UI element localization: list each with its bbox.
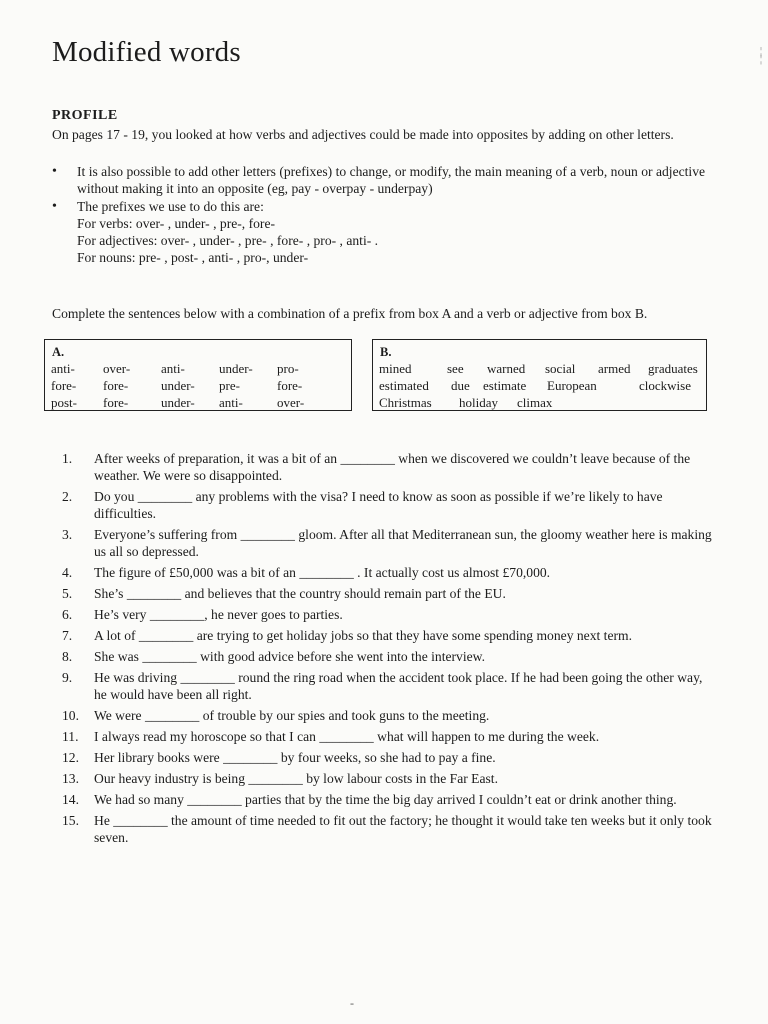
prefix-cell: under-: [161, 378, 195, 393]
question-text: He was driving ________ round the ring road when the accident took place. If he had been going the other way, he would have been all right.: [94, 670, 703, 702]
profile-heading: PROFILE: [52, 108, 118, 123]
box-a-row: [51, 377, 335, 396]
prefixes-intro: The prefixes we use to do this are:: [77, 199, 264, 214]
prefix-cell: pre-: [219, 378, 240, 393]
bullet-text-block: [77, 198, 720, 266]
question-text: He ________ the amount of time needed to fit out the factory; he thought it would take ten weeks but it only took seven.: [94, 813, 712, 845]
prefix-cell: over-: [103, 361, 131, 376]
word-cell: see: [447, 361, 464, 376]
question-item: [62, 526, 712, 560]
bullet-icon: •: [52, 199, 57, 214]
question-item: [62, 770, 712, 787]
box-a-label: A.: [52, 345, 65, 359]
question-number: 13.: [62, 771, 79, 786]
box-b-words: [372, 339, 707, 411]
question-number: 9.: [62, 670, 73, 685]
question-text: She was ________ with good advice before she went into the interview.: [94, 649, 485, 664]
bullet-prefixes: [52, 198, 720, 266]
question-number: 14.: [62, 792, 79, 807]
bullet-modify: [52, 163, 720, 197]
question-item: [62, 669, 712, 703]
question-text: After weeks of preparation, it was a bit of an ________ when we discovered we couldn’t leave because of the weather. We were so disappointed.: [94, 451, 691, 483]
question-number: 12.: [62, 750, 79, 765]
prefix-cell: under-: [161, 395, 195, 410]
question-item: [62, 627, 712, 644]
question-number: 5.: [62, 586, 73, 601]
question-item: [62, 585, 712, 602]
question-number: 3.: [62, 527, 73, 542]
word-cell: Christmas: [379, 395, 432, 410]
page-title: Modified words: [52, 36, 241, 68]
question-number: 11.: [62, 729, 79, 744]
prefix-cell: anti-: [161, 361, 185, 376]
question-number: 8.: [62, 649, 73, 664]
prefix-cell: post-: [51, 395, 77, 410]
box-b-row: [379, 394, 577, 413]
question-item: [62, 728, 712, 745]
question-text: Our heavy industry is being ________ by low labour costs in the Far East.: [94, 771, 498, 786]
prefix-cell: anti-: [219, 395, 243, 410]
question-list: [62, 450, 712, 850]
instruction: Complete the sentences below with a combination of a prefix from box A and a verb or adjective from box B.: [52, 306, 648, 321]
bullet-text: It is also possible to add other letters (prefixes) to change, or modify, the main meaning of a verb, noun or adjective without making it into an opposite (eg, pay - overpay - underpay): [77, 164, 706, 196]
question-text: I always read my horoscope so that I can ________ what will happen to me during the week.: [94, 729, 600, 744]
question-text: We had so many ________ parties that by the time the big day arrived I couldn’t eat or drink another thing.: [94, 792, 677, 807]
scan-edge-mark: ¦ ¦: [759, 46, 762, 65]
question-item: [62, 812, 712, 846]
question-text: The figure of £50,000 was a bit of an ________ . It actually cost us almost £70,000.: [94, 565, 551, 580]
question-item: [62, 606, 712, 623]
prefix-cell: fore-: [51, 378, 77, 393]
box-a-row: [51, 394, 335, 413]
bullet-icon: •: [52, 164, 57, 179]
question-number: 2.: [62, 489, 73, 504]
question-item: [62, 749, 712, 766]
question-number: 7.: [62, 628, 73, 643]
prefix-cell: under-: [219, 361, 253, 376]
question-text: We were ________ of trouble by our spies and took guns to the meeting.: [94, 708, 490, 723]
word-cell: estimated: [379, 378, 429, 393]
question-text: A lot of ________ are trying to get holiday jobs so that they have some spending money next term.: [94, 628, 632, 643]
question-item: [62, 707, 712, 724]
word-cell: estimate: [483, 378, 527, 393]
prefixes-adjectives: For adjectives: over- , under- , pre- , fore- , pro- , anti- .: [77, 233, 379, 248]
question-number: 1.: [62, 451, 73, 466]
prefix-cell: pro-: [277, 361, 299, 376]
prefix-cell: over-: [277, 395, 305, 410]
word-cell: graduates: [648, 361, 698, 376]
question-number: 6.: [62, 607, 73, 622]
prefix-cell: fore-: [103, 378, 129, 393]
question-number: 10.: [62, 708, 79, 723]
prefix-cell: fore-: [103, 395, 129, 410]
box-a-row: [51, 360, 335, 379]
question-item: [62, 564, 712, 581]
word-cell: holiday: [459, 395, 498, 410]
prefixes-nouns: For nouns: pre- , post- , anti- , pro-, under-: [77, 250, 309, 265]
question-number: 15.: [62, 813, 79, 828]
question-text: Everyone’s suffering from ________ gloom. After all that Mediterranean sun, the gloomy weather here is making us all so depressed.: [94, 527, 712, 559]
prefix-cell: fore-: [277, 378, 303, 393]
scan-speck: -: [350, 996, 354, 1010]
question-text: She’s ________ and believes that the country should remain part of the EU.: [94, 586, 506, 601]
question-text: Her library books were ________ by four weeks, so she had to pay a fine.: [94, 750, 496, 765]
prefixes-verbs: For verbs: over- , under- , pre-, fore-: [77, 216, 275, 231]
question-text: Do you ________ any problems with the visa? I need to know as soon as possible if we’re likely to have difficulties.: [94, 489, 663, 521]
word-cell: due: [451, 378, 470, 393]
question-item: [62, 488, 712, 522]
word-cell: mined: [379, 361, 412, 376]
question-item: [62, 648, 712, 665]
question-item: [62, 450, 712, 484]
box-a-prefixes: [44, 339, 352, 411]
box-b-label: B.: [380, 345, 392, 359]
prefix-cell: anti-: [51, 361, 75, 376]
profile-intro: On pages 17 - 19, you looked at how verbs and adjectives could be made into opposites by adding on other letters.: [52, 127, 674, 142]
word-cell: clockwise: [639, 378, 691, 393]
word-cell: social: [545, 361, 576, 376]
question-item: [62, 791, 712, 808]
box-b-row: [379, 360, 710, 379]
word-cell: European: [547, 378, 597, 393]
question-number: 4.: [62, 565, 73, 580]
word-cell: armed: [598, 361, 631, 376]
word-cell: climax: [517, 395, 553, 410]
question-text: He’s very ________, he never goes to parties.: [94, 607, 343, 622]
word-cell: warned: [487, 361, 526, 376]
box-b-row: [379, 377, 701, 396]
